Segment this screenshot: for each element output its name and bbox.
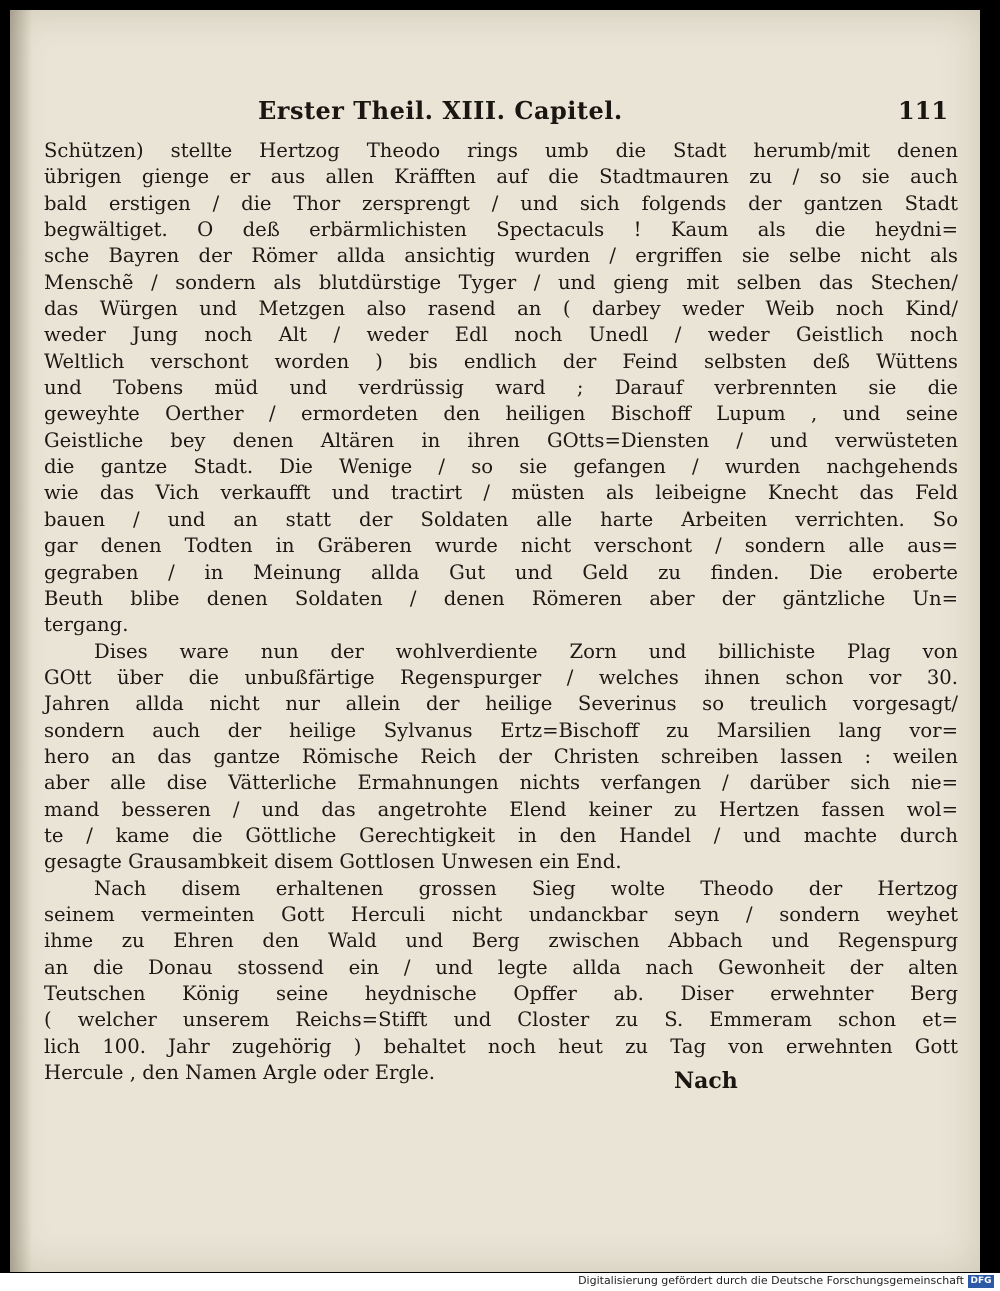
text-line: ( welcher unserem Reichs=Stifft und Closter zu S. Emmeram schon et= bbox=[44, 1008, 958, 1032]
text-line: ihme zu Ehren den Wald und Berg zwischen Abbach und Regenspurg bbox=[44, 929, 958, 953]
book-page bbox=[10, 10, 980, 1272]
text-line: gesagte Grausambkeit disem Gottlosen Unwesen ein End. bbox=[44, 850, 622, 874]
text-line: Dises ware nun der wohlverdiente Zorn und billichiste Plag von bbox=[94, 639, 958, 663]
text-line: gegraben / in Meinung allda Gut und Geld zu finden. Die eroberte bbox=[44, 560, 958, 584]
footer-bar bbox=[0, 1273, 1000, 1291]
text-line: GOtt über die unbußfärtige Regenspurger / welches ihnen schon vor 30. bbox=[44, 665, 958, 689]
text-line: hero an das gantze Römische Reich der Christen schreiben lassen : weilen bbox=[44, 744, 958, 768]
text-line: übrigen gienge er aus allen Kräfften auf die Stadtmauren zu / so sie auch bbox=[44, 165, 958, 189]
catchword: Nach bbox=[674, 1068, 738, 1094]
text-line: mand besseren / und das angetrohte Elend keiner zu Hertzen fassen wol= bbox=[44, 797, 958, 821]
text-line: das Würgen und Metzgen also rasend an ( darbey weder Weib noch Kind/ bbox=[44, 297, 958, 321]
text-line: Nach disem erhaltenen grossen Sieg wolte Theodo der Hertzog bbox=[94, 876, 958, 900]
text-line: an die Donau stossend ein / und legte allda nach Gewonheit der alten bbox=[44, 955, 958, 979]
text-line: Schützen) stellte Hertzog Theodo rings umb die Stadt herumb/mit denen bbox=[44, 139, 958, 162]
text-line: Menschẽ / sondern als blutdürstige Tyger / und gieng mit selben das Stechen/ bbox=[44, 270, 958, 294]
text-line: Teutschen König seine heydnische Opffer ab. Diser erwehnter Berg bbox=[44, 982, 958, 1005]
funding-credit: Digitalisierung gefördert durch die Deutsche Forschungsgemeinschaft bbox=[578, 1274, 964, 1287]
text-line: Hercule , den Namen Argle oder Ergle. bbox=[44, 1061, 436, 1085]
text-line: tergang. bbox=[44, 613, 129, 637]
text-line: aber alle dise Vätterliche Ermahnungen nichts verfangen / darüber sich nie= bbox=[44, 771, 958, 795]
text-line: sche Bayren der Römer allda ansichtig wurden / ergriffen sie selbe nicht als bbox=[44, 244, 958, 268]
text-line: lich 100. Jahr zugehörig ) behaltet noch heut zu Tag von erwehnten Gott bbox=[44, 1034, 958, 1058]
text-line: bauen / und an statt der Soldaten alle harte Arbeiten verrichten. So bbox=[44, 507, 958, 531]
dfg-logo: DFG bbox=[968, 1275, 994, 1288]
page-number: 111 bbox=[898, 96, 949, 125]
running-title: Erster Theil. XIII. Capitel. bbox=[258, 96, 623, 125]
text-line: wie das Vich verkaufft und tractirt / müsten als leibeigne Knecht das Feld bbox=[44, 481, 958, 505]
text-line: und Tobens müd und verdrüssig ward ; Darauf verbrennten sie die bbox=[44, 376, 958, 400]
text-line: Weltlich verschont worden ) bis endlich der Feind selbsten deß Wüttens bbox=[44, 349, 958, 373]
text-line: Beuth blibe denen Soldaten / denen Römeren aber der gäntzliche Un= bbox=[44, 586, 958, 610]
text-line: weder Jung noch Alt / weder Edl noch Unedl / weder Geistlich noch bbox=[44, 323, 958, 347]
text-line: geweyhte Oerther / ermordeten den heiligen Bischoff Lupum , und seine bbox=[44, 402, 958, 426]
text-line: die gantze Stadt. Die Wenige / so sie gefangen / wurden nachgehends bbox=[44, 455, 958, 479]
text-line: gar denen Todten in Gräberen wurde nicht verschont / sondern alle aus= bbox=[44, 534, 958, 558]
running-header bbox=[10, 96, 980, 132]
text-line: sondern auch der heilige Sylvanus Ertz=Bischoff zu Marsilien lang vor= bbox=[44, 718, 958, 742]
text-block bbox=[44, 138, 958, 1086]
text-line: seinem vermeinten Gott Herculi nicht undanckbar seyn / sondern weyhet bbox=[44, 902, 958, 926]
text-line: bald erstigen / die Thor zersprengt / und sich folgends der gantzen Stadt bbox=[44, 191, 958, 215]
text-line: Geistliche bey denen Altären in ihren GOtts=Diensten / und verwüsteten bbox=[44, 428, 958, 452]
text-line: Jahren allda nicht nur allein der heilige Severinus so treulich vorgesagt/ bbox=[44, 692, 958, 716]
text-line: begwältiget. O deß erbärmlichisten Spectaculs ! Kaum als die heydni= bbox=[44, 218, 958, 242]
text-line: te / kame die Göttliche Gerechtigkeit in den Handel / und machte durch bbox=[44, 823, 958, 847]
